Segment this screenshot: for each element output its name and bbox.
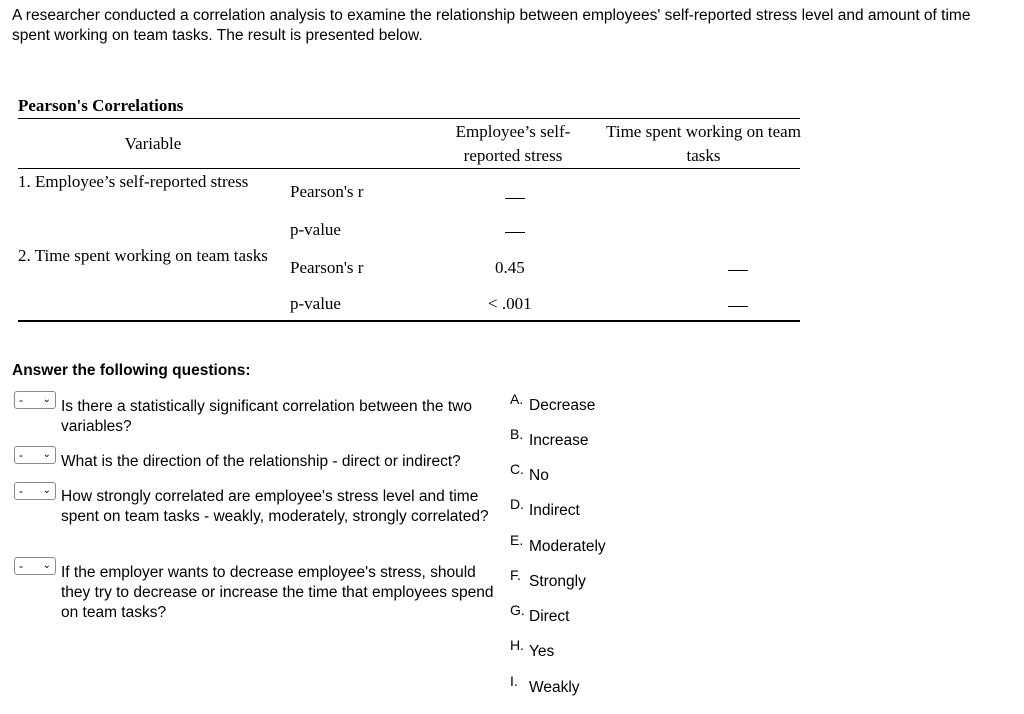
- question-4: If the employer wants to decrease employee's stress, should they try to decrease or increase the time that employees spend on team tasks?: [61, 564, 494, 621]
- row-var2-r-label: Pearson's r: [290, 258, 364, 277]
- var2-p-value: < .001: [488, 294, 532, 313]
- correlation-table: [18, 94, 801, 313]
- table-top-rule: [18, 118, 800, 119]
- chevron-down-icon: ⌄: [42, 394, 51, 405]
- header-col-stress: Employee’s self-reported stress: [455, 122, 571, 165]
- question-3: How strongly correlated are employee's stress level and time spent on team tasks - weakly, moderately, strongly correlated?: [61, 488, 489, 525]
- header-variable: Variable: [124, 134, 182, 153]
- answer-select-2[interactable]: - ⌄: [14, 446, 56, 464]
- row-var1-label: 1. Employee’s self-reported stress: [18, 172, 249, 191]
- var1-r-dash: [505, 198, 525, 199]
- question-2: What is the direction of the relationship - direct or indirect?: [61, 453, 461, 470]
- row-var2-label: 2. Time spent working on team tasks: [18, 246, 268, 265]
- table-bottom-rule: [18, 320, 800, 322]
- chevron-down-icon: ⌄: [42, 560, 51, 571]
- answer-select-1[interactable]: - ⌄: [14, 391, 56, 409]
- var2-p-dash: [728, 306, 748, 307]
- var2-r-dash: [728, 270, 748, 271]
- chevron-down-icon: ⌄: [42, 485, 51, 496]
- header-col-time: Time spent working on team tasks: [606, 122, 801, 165]
- var2-r-value: 0.45: [495, 258, 525, 277]
- row-var2-p-label: p-value: [290, 294, 341, 313]
- chevron-down-icon: ⌄: [42, 449, 51, 460]
- answer-select-4[interactable]: - ⌄: [14, 557, 56, 575]
- answer-select-3[interactable]: - ⌄: [14, 482, 56, 500]
- question-intro: A researcher conducted a correlation analysis to examine the relationship between employees' self-reported stress level and amount of time spent working on team tasks. The result is presented below.: [12, 7, 971, 44]
- table-caption: Pearson's Correlations: [18, 96, 184, 115]
- question-1: Is there a statistically significant correlation between the two variables?: [61, 398, 472, 435]
- questions-heading: Answer the following questions:: [12, 362, 251, 379]
- row-var1-p-label: p-value: [290, 220, 341, 239]
- table-header-rule: [18, 168, 800, 169]
- var1-p-dash: [505, 232, 525, 233]
- row-var1-r-label: Pearson's r: [290, 182, 364, 201]
